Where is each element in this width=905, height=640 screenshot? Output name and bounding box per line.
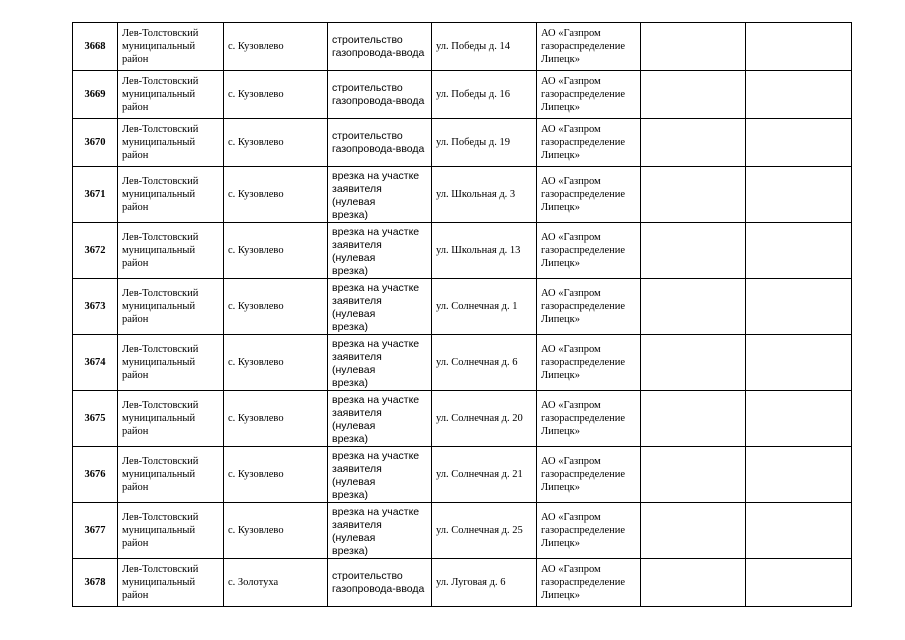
locality-cell: с. Кузовлево [224, 335, 328, 391]
address-cell: ул. Солнечная д. 20 [432, 391, 537, 447]
address-cell: ул. Луговая д. 6 [432, 559, 537, 607]
address-cell: ул. Солнечная д. 1 [432, 279, 537, 335]
locality-cell: с. Кузовлево [224, 71, 328, 119]
district-cell: Лев-Толстовский муниципальный район [118, 119, 224, 167]
locality-cell: с. Кузовлево [224, 279, 328, 335]
district-cell: Лев-Толстовский муниципальный район [118, 223, 224, 279]
district-cell: Лев-Толстовский муниципальный район [118, 559, 224, 607]
empty-cell [746, 447, 852, 503]
work-type-cell: врезка на участке заявителя (нулевая врезка) [328, 447, 432, 503]
district-cell: Лев-Толстовский муниципальный район [118, 23, 224, 71]
empty-cell [746, 119, 852, 167]
empty-cell [641, 503, 746, 559]
table-row [73, 503, 852, 559]
district-cell: Лев-Толстовский муниципальный район [118, 71, 224, 119]
work-type-cell: врезка на участке заявителя (нулевая врезка) [328, 279, 432, 335]
locality-cell: с. Кузовлево [224, 23, 328, 71]
table-row [73, 335, 852, 391]
table-row [73, 71, 852, 119]
empty-cell [641, 559, 746, 607]
row-number: 3677 [73, 503, 118, 559]
empty-cell [746, 391, 852, 447]
empty-cell [746, 223, 852, 279]
table-row [73, 391, 852, 447]
work-type-cell: строительство газопровода-ввода [328, 559, 432, 607]
organization-cell: АО «Газпром газораспределение Липецк» [537, 447, 641, 503]
empty-cell [641, 167, 746, 223]
organization-cell: АО «Газпром газораспределение Липецк» [537, 71, 641, 119]
empty-cell [641, 447, 746, 503]
row-number: 3669 [73, 71, 118, 119]
empty-cell [641, 279, 746, 335]
table-row [73, 119, 852, 167]
empty-cell [641, 223, 746, 279]
table-row [73, 223, 852, 279]
organization-cell: АО «Газпром газораспределение Липецк» [537, 119, 641, 167]
empty-cell [641, 119, 746, 167]
empty-cell [746, 23, 852, 71]
empty-cell [641, 391, 746, 447]
empty-cell [746, 335, 852, 391]
address-cell: ул. Школьная д. 13 [432, 223, 537, 279]
locality-cell: с. Кузовлево [224, 119, 328, 167]
empty-cell [746, 559, 852, 607]
work-type-cell: врезка на участке заявителя (нулевая врезка) [328, 335, 432, 391]
district-cell: Лев-Толстовский муниципальный район [118, 335, 224, 391]
work-type-cell: строительство газопровода-ввода [328, 71, 432, 119]
empty-cell [641, 23, 746, 71]
work-type-cell: врезка на участке заявителя (нулевая врезка) [328, 391, 432, 447]
locality-cell: с. Кузовлево [224, 503, 328, 559]
locality-cell: с. Кузовлево [224, 447, 328, 503]
table-row [73, 279, 852, 335]
empty-cell [746, 167, 852, 223]
organization-cell: АО «Газпром газораспределение Липецк» [537, 223, 641, 279]
district-cell: Лев-Толстовский муниципальный район [118, 167, 224, 223]
row-number: 3675 [73, 391, 118, 447]
empty-cell [746, 503, 852, 559]
work-type-cell: врезка на участке заявителя (нулевая врезка) [328, 503, 432, 559]
row-number: 3676 [73, 447, 118, 503]
organization-cell: АО «Газпром газораспределение Липецк» [537, 503, 641, 559]
district-cell: Лев-Толстовский муниципальный район [118, 503, 224, 559]
district-cell: Лев-Толстовский муниципальный район [118, 279, 224, 335]
organization-cell: АО «Газпром газораспределение Липецк» [537, 391, 641, 447]
empty-cell [746, 71, 852, 119]
row-number: 3672 [73, 223, 118, 279]
work-type-cell: строительство газопровода-ввода [328, 23, 432, 71]
table-row [73, 559, 852, 607]
organization-cell: АО «Газпром газораспределение Липецк» [537, 335, 641, 391]
organization-cell: АО «Газпром газораспределение Липецк» [537, 167, 641, 223]
work-type-cell: врезка на участке заявителя (нулевая врезка) [328, 167, 432, 223]
registry-table [72, 22, 852, 607]
locality-cell: с. Золотуха [224, 559, 328, 607]
address-cell: ул. Победы д. 16 [432, 71, 537, 119]
empty-cell [641, 335, 746, 391]
work-type-cell: врезка на участке заявителя (нулевая врезка) [328, 223, 432, 279]
organization-cell: АО «Газпром газораспределение Липецк» [537, 23, 641, 71]
row-number: 3678 [73, 559, 118, 607]
organization-cell: АО «Газпром газораспределение Липецк» [537, 279, 641, 335]
empty-cell [746, 279, 852, 335]
district-cell: Лев-Толстовский муниципальный район [118, 447, 224, 503]
address-cell: ул. Победы д. 14 [432, 23, 537, 71]
address-cell: ул. Солнечная д. 21 [432, 447, 537, 503]
table-row [73, 447, 852, 503]
row-number: 3668 [73, 23, 118, 71]
row-number: 3673 [73, 279, 118, 335]
address-cell: ул. Победы д. 19 [432, 119, 537, 167]
table-row [73, 167, 852, 223]
row-number: 3674 [73, 335, 118, 391]
address-cell: ул. Солнечная д. 6 [432, 335, 537, 391]
locality-cell: с. Кузовлево [224, 223, 328, 279]
address-cell: ул. Школьная д. 3 [432, 167, 537, 223]
organization-cell: АО «Газпром газораспределение Липецк» [537, 559, 641, 607]
row-number: 3671 [73, 167, 118, 223]
locality-cell: с. Кузовлево [224, 167, 328, 223]
empty-cell [641, 71, 746, 119]
row-number: 3670 [73, 119, 118, 167]
district-cell: Лев-Толстовский муниципальный район [118, 391, 224, 447]
work-type-cell: строительство газопровода-ввода [328, 119, 432, 167]
address-cell: ул. Солнечная д. 25 [432, 503, 537, 559]
locality-cell: с. Кузовлево [224, 391, 328, 447]
table-row [73, 23, 852, 71]
